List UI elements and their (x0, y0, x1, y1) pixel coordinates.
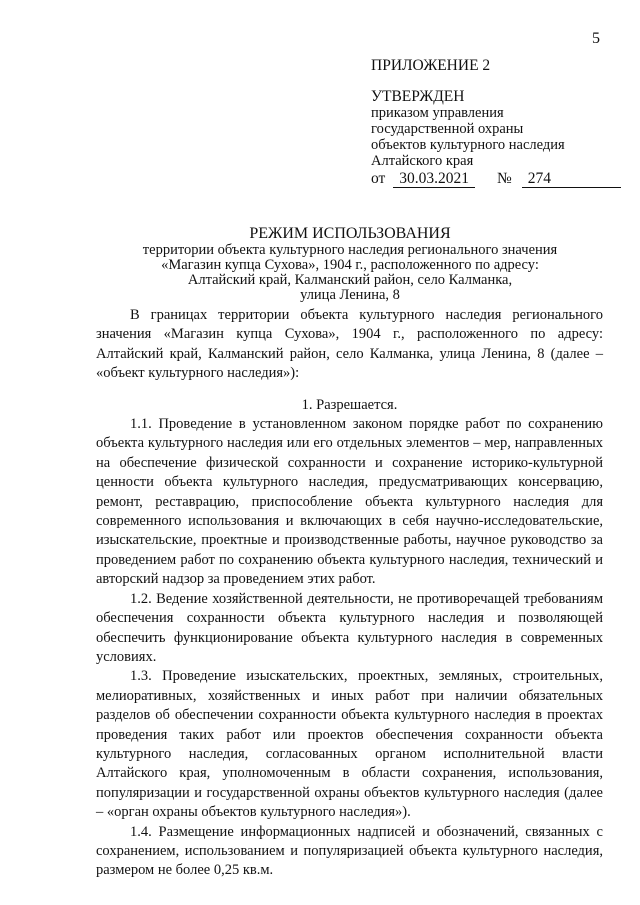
list-item: 1.1. Проведение в установленном законом порядке работ по сохранению объекта культурного наследия или его отдельных элементов – мер, направленных на обеспечение физической сохранности и сохранение историко-культурной ценности объекта культурного наследия, предусматривающих консервацию, ремонт, реставрацию, приспособление объекта культурного наследия для современного использования и включающих в себя научно-исследовательские, изыскательские, проектные и производственные работы, научное руководство за проведением работ по сохранению объекта культурного наследия, технический и авторский надзор за проведением этих работ. (96, 416, 603, 588)
document-title (100, 225, 600, 303)
approval-line: объектов культурного наследия (371, 137, 565, 153)
approval-line: Алтайского края (371, 153, 474, 169)
title-line: Алтайский край, Калманский район, село Калманка, (187, 272, 513, 288)
list-item: 1.3. Проведение изыскательских, проектных, земляных, строительных, мелиоративных, хозяйственных и иных работ при наличии обязательных разделов об обеспечении сохранности объекта культурного наследия в проектах проведения таких работ или проектов обеспечения сохранности объекта культурного наследия, согласованных органом исполнительной власти Алтайского края, уполномоченным в области сохранения, использования, популяризации и государственной охраны объектов культурного наследия (далее – «орган охраны объектов культурного наследия»). (96, 668, 603, 821)
document-body (96, 306, 603, 881)
order-date: 30.03.2021 (393, 170, 475, 188)
title-heading: РЕЖИМ ИСПОЛЬЗОВАНИЯ (249, 225, 451, 242)
approval-block (371, 58, 621, 188)
title-line: «Магазин купца Сухова», 1904 г., расположенного по адресу: (161, 257, 539, 273)
approval-line: государственной охраны (371, 121, 524, 137)
section-heading: 1. Разрешается. (301, 396, 398, 413)
order-number: 274 (522, 170, 621, 188)
page-number: 5 (592, 30, 600, 47)
appendix-label: ПРИЛОЖЕНИЕ 2 (371, 57, 491, 74)
order-date-number-row (371, 170, 621, 188)
approval-line: приказом управления (371, 105, 504, 121)
list-item: 1.4. Размещение информационных надписей и обозначений, связанных с сохранением, использованием и популяризацией объекта культурного наследия, размером не более 0,25 кв.м. (96, 823, 603, 879)
title-line: территории объекта культурного наследия регионального значения (142, 242, 558, 258)
title-line: улица Ленина, 8 (300, 287, 400, 303)
intro-paragraph: В границах территории объекта культурного наследия регионального значения «Магазин купца Сухова», 1904 г., расположенного по адресу: Алтайский край, Калманский район, село Калманка, улица Ленина, 8 (далее – «объект культурного наследия»): (96, 307, 603, 382)
approved-label: УТВЕРЖДЕН (371, 88, 465, 105)
number-label: № (496, 170, 512, 187)
date-label: от (371, 170, 386, 187)
list-item: 1.2. Ведение хозяйственной деятельности, не противоречащей требованиям обеспечения сохранности объекта культурного наследия и позволяющей обеспечить функционирование объекта культурного наследия в современных условиях. (96, 590, 603, 665)
